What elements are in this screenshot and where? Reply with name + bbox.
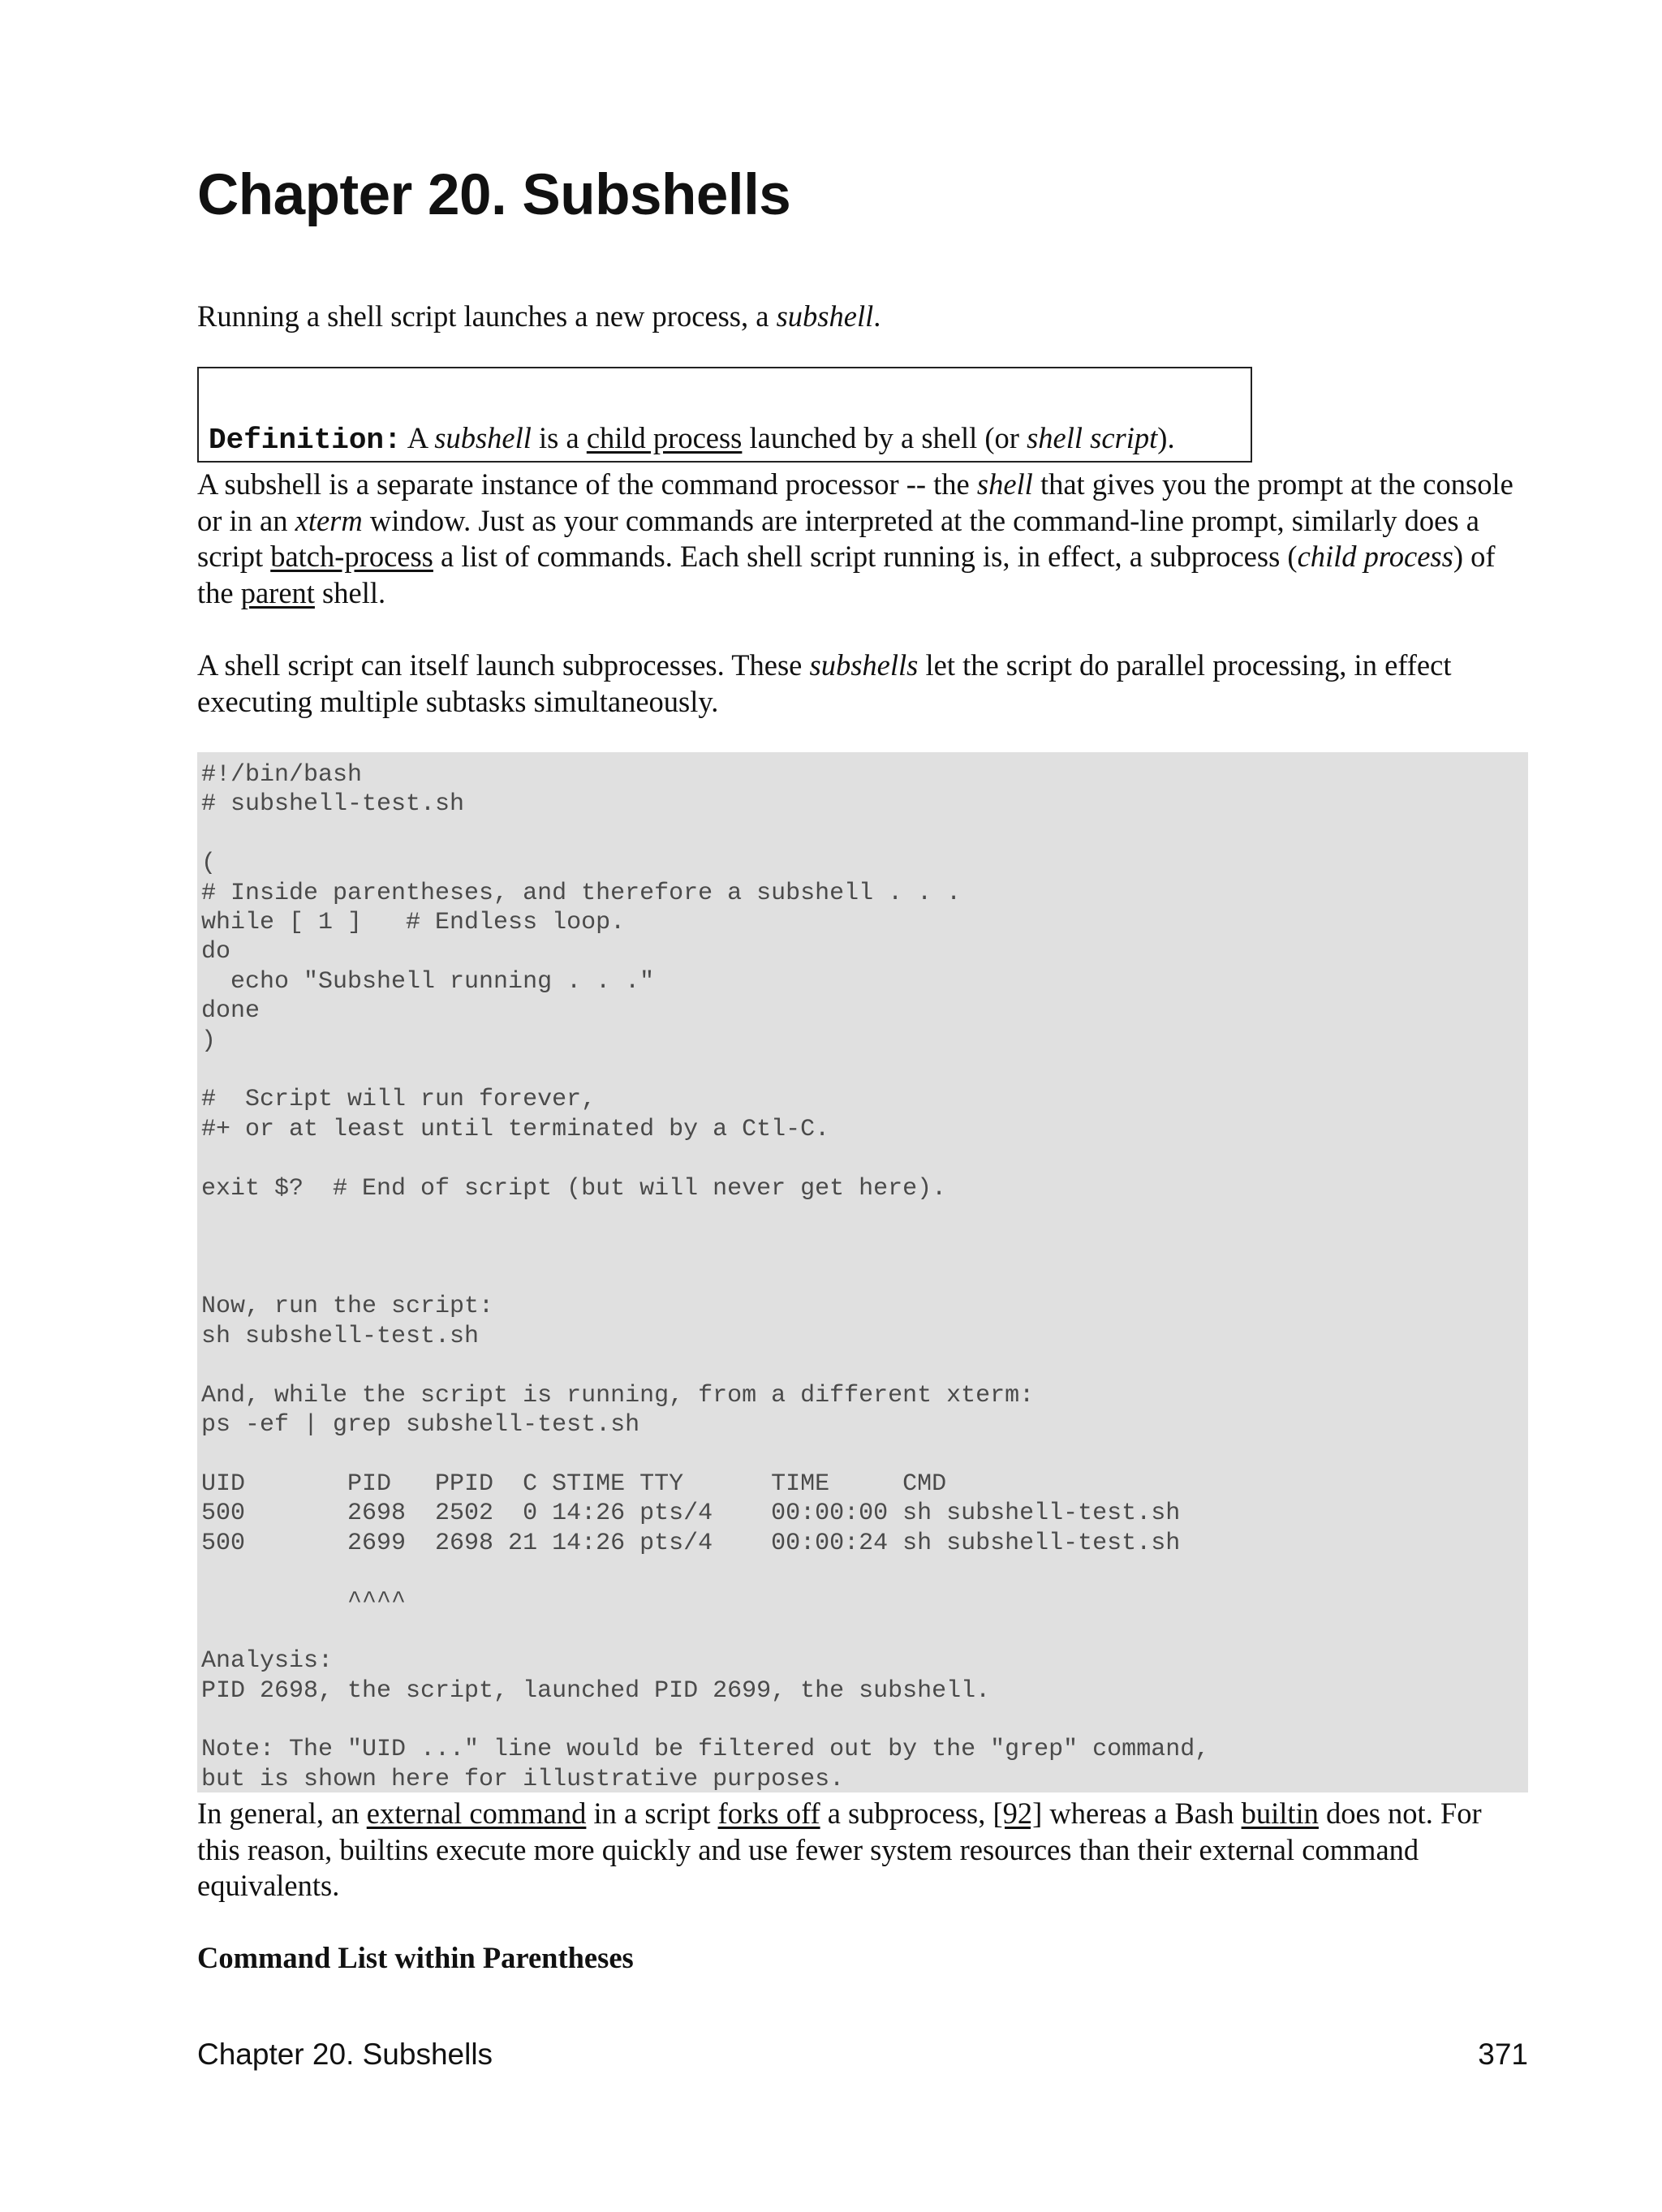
definition-label: Definition:	[209, 424, 402, 457]
para1-emphasis-shell: shell	[976, 467, 1033, 501]
footer-page-number: 371	[1478, 2038, 1528, 2071]
para3-text-5: does not. For this reason, builtins execute more quickly and use fewer system resources than their external command equivalents.	[197, 1797, 1482, 1902]
definition-text-2: is a	[531, 421, 587, 454]
definition-box	[197, 367, 1252, 463]
para2-text-2: let the script do parallel processing, in effect executing multiple subtasks simultaneously.	[197, 648, 1452, 718]
definition-text	[209, 420, 1175, 458]
external-command-paragraph	[197, 1796, 1528, 1904]
code-listing: #!/bin/bash # subshell-test.sh ( # Inside parentheses, and therefore a subshell . . . while [ 1 ] # Endless loop. do echo "Subshell running . . ." done ) # Script will run forever, #+ or at least until terminated by a Ctl-C. exit $? # End of script (but will never get here). Now, run the script: sh subshell-test.sh And, while the script is running, from a different xterm: ps -ef | grep subshell-test.sh UID PID PPID C STIME TTY TIME CMD 500 2698 2502 0 14:26 pts/4 00:00:00 sh subshell-test.sh 500 2699 2698 21 14:26 pts/4 00:00:24 sh subshell-test.sh ^^^^ Analysis: PID 2698, the script, launched PID 2699, the subshell. Note: The "UID ..." line would be filtered out by the "grep" command, but is shown here for illustrative purposes.	[201, 761, 1210, 1793]
external-command-link[interactable]: external command	[366, 1797, 587, 1830]
builtin-link[interactable]: builtin	[1241, 1797, 1319, 1830]
para1-text-6: shell.	[314, 575, 386, 609]
definition-text-3: launched by a shell (or	[742, 421, 1027, 454]
definition-text-1: A	[401, 421, 435, 454]
para1-text-5: ) of the	[197, 540, 1496, 609]
para1-text-1: A subshell is a separate instance of the command processor -- the	[197, 467, 977, 501]
para1-text-3: window. Just as your commands are interpreted at the command-line prompt, similarly does a script	[197, 503, 1479, 573]
definition-emphasis-shell-script: shell script	[1027, 421, 1158, 454]
section-subheading: Command List within Parentheses	[197, 1941, 634, 1974]
para2-text-1: A shell script can itself launch subprocesses. These	[197, 648, 810, 682]
para3-text-3: a subprocess,	[820, 1797, 993, 1830]
footer-chapter-title: Chapter 20. Subshells	[197, 2038, 493, 2071]
forks-off-link[interactable]: forks off	[717, 1797, 820, 1830]
para2-emphasis-subshells: subshells	[809, 648, 919, 682]
para1-emphasis-xterm: xterm	[295, 503, 363, 537]
child-process-link[interactable]: child process	[586, 421, 743, 454]
para1-text-2: that gives you the prompt at the console or in an	[197, 467, 1513, 537]
para3-text-2: in a script	[586, 1797, 718, 1830]
page-title: Chapter 20. Subshells	[197, 163, 791, 227]
para3-text-4: whereas a Bash	[1042, 1797, 1242, 1830]
para3-text-1: In general, an	[197, 1797, 367, 1830]
subshell-description-paragraph	[197, 467, 1528, 611]
definition-text-4: ).	[1157, 421, 1175, 454]
intro-emphasis: subshell	[776, 299, 874, 333]
intro-text-end: .	[873, 299, 881, 333]
parent-link[interactable]: parent	[240, 575, 315, 609]
batch-process-link[interactable]: batch-process	[270, 540, 433, 573]
parallel-processing-paragraph	[197, 648, 1528, 720]
code-example-block	[197, 752, 1528, 1792]
para1-emphasis-child-process: child process	[1297, 540, 1453, 573]
footnote-92-link[interactable]: [92]	[992, 1797, 1043, 1830]
intro-paragraph	[197, 299, 1528, 335]
intro-text: Running a shell script launches a new process, a	[197, 299, 777, 333]
definition-emphasis-subshell: subshell	[434, 421, 532, 454]
para1-text-4: a list of commands. Each shell script running is, in effect, a subprocess (	[433, 540, 1298, 573]
